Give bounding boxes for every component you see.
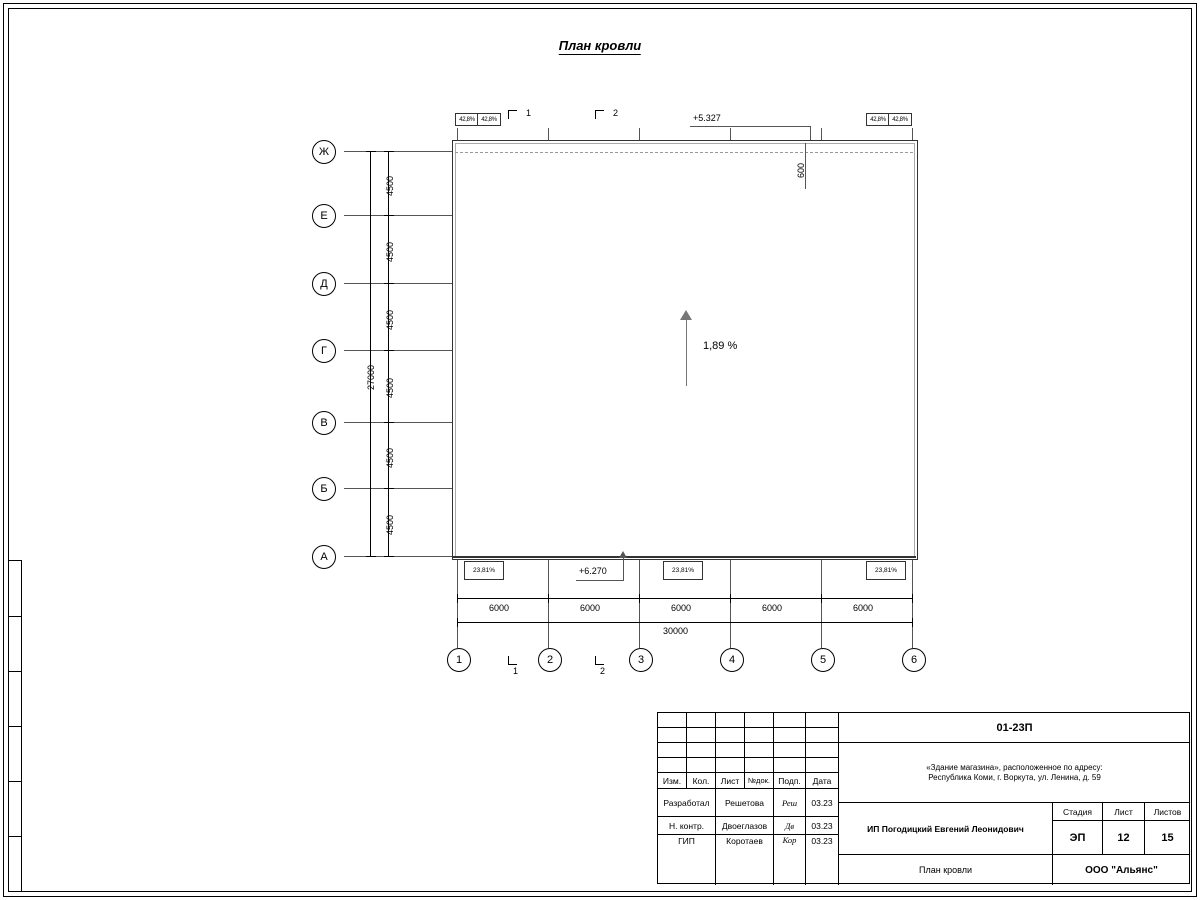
stamp-object-line2: Республика Коми, г. Воркута, ул. Ленина, д. 59 (928, 772, 1101, 782)
horizontal-dim-4: 6000 (762, 603, 783, 613)
vertical-dim-3: 4500 (385, 309, 395, 330)
axis-bubble-a[interactable]: А (312, 545, 336, 569)
stamp-object-description (839, 743, 1190, 803)
vertical-dim-6: 4500 (385, 514, 395, 535)
vertical-dim-2: 4500 (385, 241, 395, 262)
stamp-stage-header: Стадия (1053, 803, 1103, 821)
stamp-customer: ИП Погодицкий Евгений Леонидович (839, 803, 1053, 855)
stamp-blank-r4c5 (774, 758, 806, 773)
stamp-name-2: Двоеглазов (716, 817, 774, 835)
stamp-blank-r4c1 (658, 758, 687, 773)
section-mark-bottom-1-label: 1 (513, 666, 519, 676)
parapet-dim-label: 600 (796, 162, 806, 178)
stamp-col-kol: Кол. (687, 773, 716, 789)
section-mark-top-1 (508, 108, 532, 121)
stamp-blank-r1c2 (687, 713, 716, 728)
stamp-blank-r3c5 (774, 743, 806, 758)
percent-box-bottom-2: 23,81% (663, 561, 703, 580)
stamp-date-3: 03.23 (806, 835, 839, 885)
axis-bubble-6[interactable]: 6 (902, 648, 926, 672)
axis-bubble-b[interactable]: Б (312, 477, 336, 501)
axis-bubble-d[interactable]: Д (312, 272, 336, 296)
stamp-blank-r1c6 (806, 713, 839, 728)
stamp-blank-r2c2 (687, 728, 716, 743)
stamp-blank-r4c3 (716, 758, 745, 773)
stamp-signature-2: Дв (774, 817, 806, 835)
horizontal-dim-2: 6000 (580, 603, 601, 613)
stamp-blank-r3c2 (687, 743, 716, 758)
percent-box-top-3: 42,8% (866, 113, 890, 126)
vertical-dim-4: 4500 (385, 377, 395, 398)
stamp-col-podp: Подп. (774, 773, 806, 789)
elevation-top-label: +5.327 (693, 113, 721, 123)
section-mark-top-2 (595, 108, 619, 121)
stamp-blank-r2c6 (806, 728, 839, 743)
plan-title: План кровли (558, 38, 642, 53)
stamp-listov-value: 15 (1145, 821, 1190, 855)
vertical-dim-5: 4500 (385, 447, 395, 468)
percent-box-top-2: 42,8% (477, 113, 501, 126)
stamp-role-2: Н. контр. (658, 817, 716, 835)
slope-arrow-icon (680, 310, 692, 320)
section-mark-bottom-1 (508, 656, 519, 676)
stamp-blank-r3c3 (716, 743, 745, 758)
percent-box-bottom-3: 23,81% (866, 561, 906, 580)
axis-bubble-v[interactable]: В (312, 411, 336, 435)
stamp-signature-3: Кор (774, 835, 806, 885)
stamp-sheet-name: План кровли (839, 855, 1053, 885)
percent-box-top-1: 42,8% (455, 113, 479, 126)
stamp-blank-r1c1 (658, 713, 687, 728)
stamp-blank-r2c1 (658, 728, 687, 743)
title-block (657, 712, 1190, 884)
stamp-col-ndok: №док. (745, 773, 774, 789)
axis-bubble-5[interactable]: 5 (811, 648, 835, 672)
stamp-blank-r3c1 (658, 743, 687, 758)
stamp-blank-r4c6 (806, 758, 839, 773)
stamp-signature-1: Реш (774, 789, 806, 817)
vertical-dim-1: 4500 (385, 175, 395, 196)
section-mark-top-2-label: 2 (613, 108, 619, 118)
stamp-date-1: 03.23 (806, 789, 839, 817)
stamp-blank-r1c3 (716, 713, 745, 728)
stamp-list-header: Лист (1103, 803, 1145, 821)
roof-inner-outline (455, 143, 915, 557)
axis-bubble-e[interactable]: Е (312, 204, 336, 228)
stamp-stage-value: ЭП (1053, 821, 1103, 855)
parapet-line (455, 152, 913, 153)
slope-percent-label: 1,89 % (703, 340, 738, 352)
axis-bubble-2[interactable]: 2 (538, 648, 562, 672)
stamp-blank-r2c4 (745, 728, 774, 743)
stamp-blank-r4c2 (687, 758, 716, 773)
axis-bubble-4[interactable]: 4 (720, 648, 744, 672)
horizontal-dim-1: 6000 (489, 603, 510, 613)
stamp-role-3: ГИП (658, 835, 716, 885)
stamp-object-line1: «Здание магазина», расположенное по адресу: (926, 762, 1103, 772)
section-mark-bottom-2 (595, 656, 606, 676)
stamp-blank-r2c3 (716, 728, 745, 743)
stamp-list-value: 12 (1103, 821, 1145, 855)
percent-box-top-4: 42,8% (888, 113, 912, 126)
stamp-blank-r3c4 (745, 743, 774, 758)
stamp-blank-r4c4 (745, 758, 774, 773)
stamp-role-1: Разработал (658, 789, 716, 817)
horizontal-dim-total: 30000 (663, 626, 689, 636)
axis-bubble-1[interactable]: 1 (447, 648, 471, 672)
section-mark-bottom-2-label: 2 (600, 666, 606, 676)
horizontal-dim-3: 6000 (671, 603, 692, 613)
stamp-blank-r1c5 (774, 713, 806, 728)
stamp-col-list: Лист (716, 773, 745, 789)
stamp-company: ООО "Альянс" (1085, 864, 1158, 876)
stamp-project-code: 01-23П (839, 713, 1190, 743)
stamp-col-izm: Изм. (658, 773, 687, 789)
horizontal-dim-5: 6000 (853, 603, 874, 613)
left-margin-strip (8, 560, 22, 891)
elevation-bottom-label: +6.270 (579, 566, 607, 576)
axis-bubble-g[interactable]: Г (312, 339, 336, 363)
stamp-listov-header: Листов (1145, 803, 1190, 821)
elevation-bottom-arrow-icon (619, 551, 627, 558)
stamp-name-1: Решетова (716, 789, 774, 817)
vertical-dim-total: 27000 (366, 364, 376, 390)
axis-bubble-zh[interactable]: Ж (312, 140, 336, 164)
stamp-blank-r1c4 (745, 713, 774, 728)
stamp-blank-r2c5 (774, 728, 806, 743)
axis-bubble-3[interactable]: 3 (629, 648, 653, 672)
stamp-col-data: Дата (806, 773, 839, 789)
stamp-date-2: 03.23 (806, 817, 839, 835)
section-mark-top-1-label: 1 (526, 108, 532, 118)
stamp-blank-r3c6 (806, 743, 839, 758)
percent-box-bottom-1: 23,81% (464, 561, 504, 580)
stamp-name-3: Коротаев (716, 835, 774, 885)
